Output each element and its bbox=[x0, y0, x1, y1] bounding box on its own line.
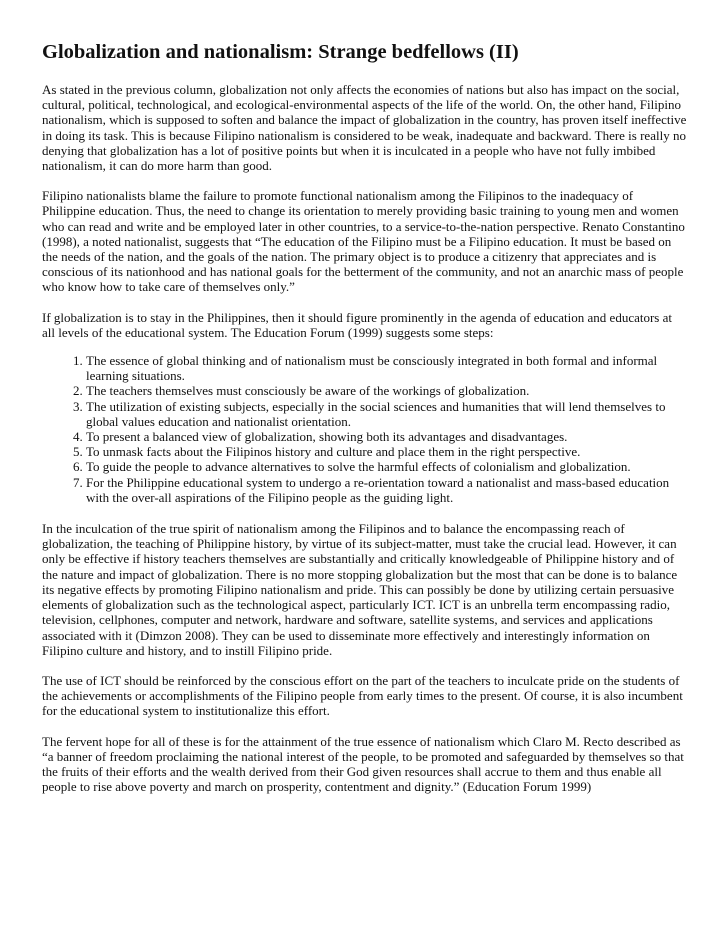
document-title: Globalization and nationalism: Strange bedfellows (II) bbox=[42, 41, 519, 63]
list-item: 5. To unmask facts about the Filipinos history and culture and place them in the right perspective. bbox=[86, 444, 688, 459]
document-page bbox=[42, 40, 688, 809]
paragraph-ict: The use of ICT should be reinforced by the conscious effort on the part of the teachers to inculcate pride on the students of the achievements or accomplishments of the Filipino people from early times to the present. Of course, it is also incumbent for the educational system to institutionalize this effort. bbox=[42, 672, 683, 719]
list-item: 1. The essence of global thinking and of nationalism must be consciously integrated in both formal and informal learning situations. bbox=[86, 353, 688, 383]
paragraph-nationalists: Filipino nationalists blame the failure to promote functional nationalism among the Filipinos to the inadequacy of Philippine education. Thus, the need to change its orientation to merely providing basic training to young men and women who can read and write and be employed later in other countries, to a service-to-the-nation perspective. Renato Constantino (1998), a noted nationalist, suggests that “The education of the Filipino must be a Filipino education. It must be based on the needs of the nation, and the goals of the nation. The primary object is to produce a citizenry that appreciates and is conscious of its nationhood and has national goals for the betterment of the community, and not an anarchic mass of people who know how to take care of themselves only.” bbox=[42, 188, 685, 295]
list-item: 4. To present a balanced view of globalization, showing both its advantages and disadvantages. bbox=[86, 429, 688, 444]
list-item: 2. The teachers themselves must consciously be aware of the workings of globalization. bbox=[86, 383, 688, 398]
paragraph-education-agenda: If globalization is to stay in the Philippines, then it should figure prominently in the agenda of education and educators at all levels of the educational system. The Education Forum (1999) suggests some steps: bbox=[42, 309, 672, 340]
list-item: 3. The utilization of existing subjects, especially in the social sciences and humanities that will lend themselves to global values education and nationalist orientation. bbox=[86, 399, 688, 429]
list-item: 6. To guide the people to advance alternatives to solve the harmful effects of colonialism and globalization. bbox=[86, 459, 688, 474]
paragraph-conclusion: The fervent hope for all of these is for the attainment of the true essence of nationalism which Claro M. Recto described as “a banner of freedom proclaiming the national interest of the people, to be promoted and safeguarded by themselves so that the fruits of their efforts and the wealth derived from their God given resources shall accrue to them and thus enable all people to rise above poverty and march on prosperity, contentment and dignity.” (Education Forum 1999) bbox=[42, 733, 684, 795]
paragraph-inculcation: In the inculcation of the true spirit of nationalism among the Filipinos and to balance the encompassing reach of globalization, the teaching of Philippine history, by virtue of its subject-matter, must take the crucial lead. However, it can only be effective if history teachers themselves are substantially and critically knowledgeable of Philippine history and of the nature and impact of globalization. There is no more stopping globalization but the most that can be done is to balance its negative effects by promoting Filipino nationalism and pride. This can possibly be done by utilizing certain persuasive elements of globalization such as the technological aspect, particularly ICT. ICT is an unbrella term encompassing radio, television, cellphones, computer and network, hardware and software, satellite systems, and services and applications associated with it (Dimzon 2008). They can be used to disseminate more effectively and interestingly information on Filipino culture and history, and to instill Filipino pride. bbox=[42, 521, 678, 658]
list-item: 7. For the Philippine educational system to undergo a re-orientation toward a nationalist and mass-based education with the over-all aspirations of the Filipino people as the guiding light. bbox=[86, 475, 688, 505]
paragraph-intro: As stated in the previous column, globalization not only affects the economies of nations but also has impact on the social, cultural, political, technological, and ecological-environmental aspects of the life of the world. On, the other hand, Filipino nationalism, which is supposed to soften and balance the impact of globalization in the country, has proven itself ineffective in doing its task. This is because Filipino nationalism is considered to be weak, inadequate and backward. There is really no denying that globalization has a lot of positive points but when it is inculcated in a people who have not fully imbibed nationalism, it can do more harm than good. bbox=[42, 82, 687, 174]
steps-list bbox=[42, 353, 688, 505]
